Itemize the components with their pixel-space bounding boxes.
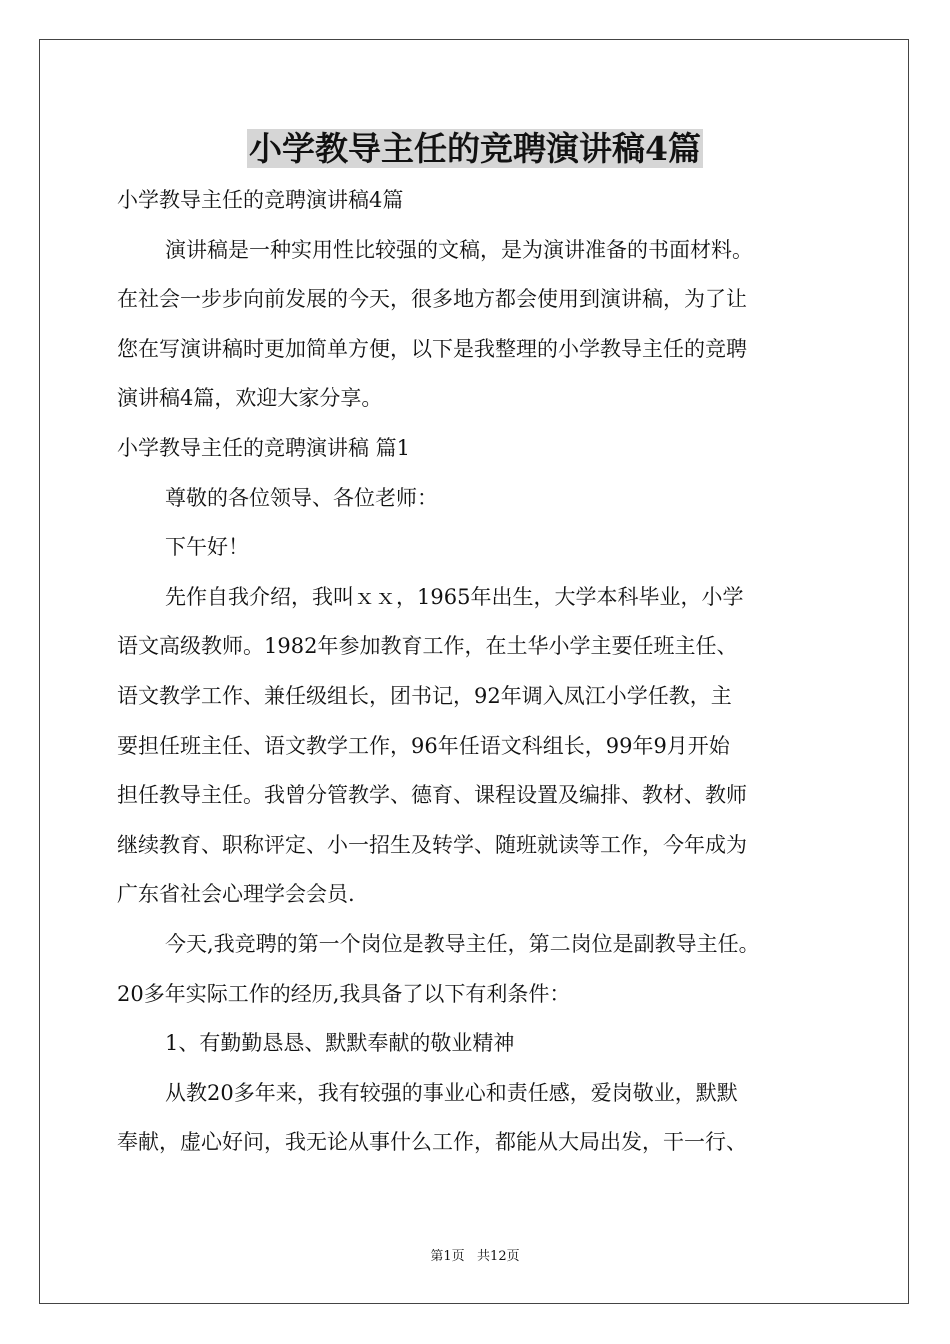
text-line: 担任教导主任。我曾分管教学、德育、课程设置及编排、教材、教师	[117, 783, 747, 808]
document-body	[117, 176, 837, 1168]
text-line: 要担任班主任、语文教学工作，96年任语文科组长，99年9月开始	[117, 733, 730, 758]
text-line: 演讲稿4篇，欢迎大家分享。	[117, 386, 383, 411]
text-line: 小学教导主任的竞聘演讲稿4篇	[117, 188, 404, 212]
page-number-footer: 第1页 共12页	[430, 1249, 520, 1264]
text-line: 继续教育、职称评定、小一招生及转学、随班就读等工作，今年成为	[117, 832, 747, 857]
text-line: 从教20多年来，我有较强的事业心和责任感，爱岗敬业，默默	[165, 1080, 738, 1105]
text-line: 先作自我介绍，我叫ｘｘ，1965年出生，大学本科毕业，小学	[165, 584, 744, 609]
text-line: 语文高级教师。1982年参加教育工作，在土华小学主要任班主任、	[117, 634, 738, 659]
text-line: 您在写演讲稿时更加简单方便，以下是我整理的小学教导主任的竞聘	[117, 336, 747, 361]
text-line: 广东省社会心理学会会员.	[117, 882, 355, 907]
document-title	[0, 124, 950, 174]
text-line: 下午好！	[165, 535, 249, 560]
document-title-text: 小学教导主任的竞聘演讲稿4篇	[249, 129, 701, 168]
text-line: 奉献，虚心好问，我无论从事什么工作，都能从大局出发，干一行、	[117, 1130, 747, 1155]
text-line: 演讲稿是一种实用性比较强的文稿，是为演讲准备的书面材料。	[165, 237, 753, 262]
text-line: 1、有勤勤恳恳、默默奉献的敬业精神	[165, 1031, 515, 1056]
text-line: 小学教导主任的竞聘演讲稿 篇1	[117, 435, 411, 460]
text-line: 20多年实际工作的经历,我具备了以下有利条件：	[117, 981, 571, 1006]
text-line: 在社会一步步向前发展的今天，很多地方都会使用到演讲稿，为了让	[117, 287, 747, 312]
text-line: 尊敬的各位领导、各位老师：	[165, 485, 438, 510]
text-line: 今天,我竞聘的第一个岗位是教导主任，第二岗位是副教导主任。	[165, 931, 760, 956]
text-line: 语文教学工作、兼任级组长，团书记，92年调入凤江小学任教，主	[117, 683, 732, 708]
